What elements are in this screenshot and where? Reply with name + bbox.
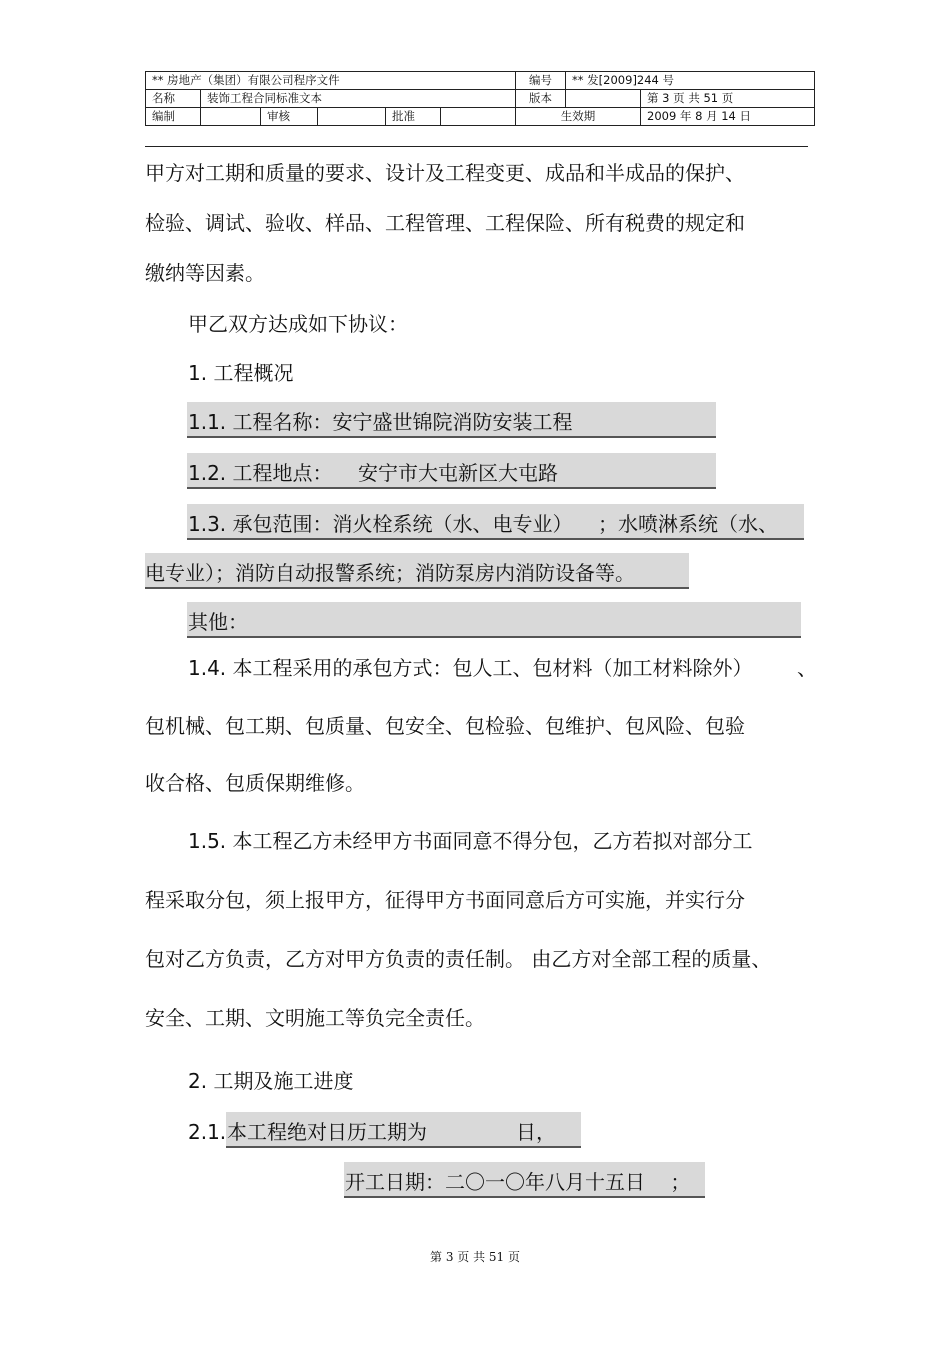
number-value: ** 发[2009]244 号 bbox=[566, 72, 815, 90]
header-divider bbox=[145, 146, 808, 147]
contract-mode-line-3: 收合格、包质保期维修。 bbox=[145, 771, 365, 795]
subcontract-line-3: 包对乙方负责，乙方对甲方负责的责任制。 由乙方对全部工程的质量、 bbox=[145, 947, 772, 971]
version-value bbox=[566, 90, 641, 108]
page-info: 第 3 页 共 51 页 bbox=[641, 90, 815, 108]
approve-label: 批准 bbox=[386, 108, 441, 126]
approve-value bbox=[441, 108, 516, 126]
review-value bbox=[318, 108, 386, 126]
page-footer: 第 3 页 共 51 页 bbox=[430, 1250, 520, 1264]
editor-label: 编制 bbox=[146, 108, 201, 126]
section-heading-1: 1. 工程概况 bbox=[188, 361, 294, 385]
agreement-intro: 甲乙双方达成如下协议： bbox=[188, 312, 408, 336]
subcontract-line-1: 1.5. 本工程乙方未经甲方书面同意不得分包，乙方若拟对部分工 bbox=[188, 829, 753, 853]
document-header-table bbox=[145, 71, 815, 126]
start-date-line: 开工日期：二〇一〇年八月十五日 ； bbox=[345, 1170, 691, 1194]
name-label: 名称 bbox=[146, 90, 201, 108]
body-line: 检验、调试、验收、样品、工程管理、工程保险、所有税费的规定和 bbox=[145, 211, 745, 235]
duration-line: 本工程绝对日历工期为 日， bbox=[227, 1120, 557, 1144]
scope-line-2: 电专业）；消防自动报警系统；消防泵房内消防设备等。 bbox=[145, 561, 635, 585]
name-value: 装饰工程合同标准文本 bbox=[201, 90, 516, 108]
subcontract-line-2: 程采取分包，须上报甲方，征得甲方书面同意后方可实施，并实行分 bbox=[145, 888, 745, 912]
contract-mode-line-1: 1.4. 本工程采用的承包方式：包人工、包材料（加工材料除外） 、 bbox=[188, 656, 818, 680]
body-line: 甲方对工期和质量的要求、设计及工程变更、成品和半成品的保护、 bbox=[145, 161, 745, 185]
other-line: 其他： bbox=[188, 610, 248, 634]
effective-label: 生效期 bbox=[516, 108, 641, 126]
body-line: 缴纳等因素。 bbox=[145, 261, 265, 285]
project-name-line: 1.1. 工程名称：安宁盛世锦院消防安装工程 bbox=[188, 410, 573, 434]
contract-mode-line-2: 包机械、包工期、包质量、包安全、包检验、包维护、包风险、包验 bbox=[145, 714, 745, 738]
number-label: 编号 bbox=[516, 72, 566, 90]
version-label: 版本 bbox=[516, 90, 566, 108]
section-heading-2: 2. 工期及施工进度 bbox=[188, 1069, 354, 1093]
project-location-line: 1.2. 工程地点： 安宁市大屯新区大屯路 bbox=[188, 461, 558, 485]
clause-number-2-1: 2.1. bbox=[188, 1120, 227, 1144]
subcontract-line-4: 安全、工期、文明施工等负完全责任。 bbox=[145, 1006, 485, 1030]
company-doc-title: ** 房地产（集团）有限公司程序文件 bbox=[146, 72, 516, 90]
review-label: 审核 bbox=[261, 108, 318, 126]
scope-line-1: 1.3. 承包范围：消火栓系统（水、电专业） ；水喷淋系统（水、 bbox=[188, 512, 778, 536]
effective-date: 2009 年 8 月 14 日 bbox=[641, 108, 815, 126]
editor-value bbox=[201, 108, 261, 126]
field-shade-other bbox=[187, 602, 801, 638]
